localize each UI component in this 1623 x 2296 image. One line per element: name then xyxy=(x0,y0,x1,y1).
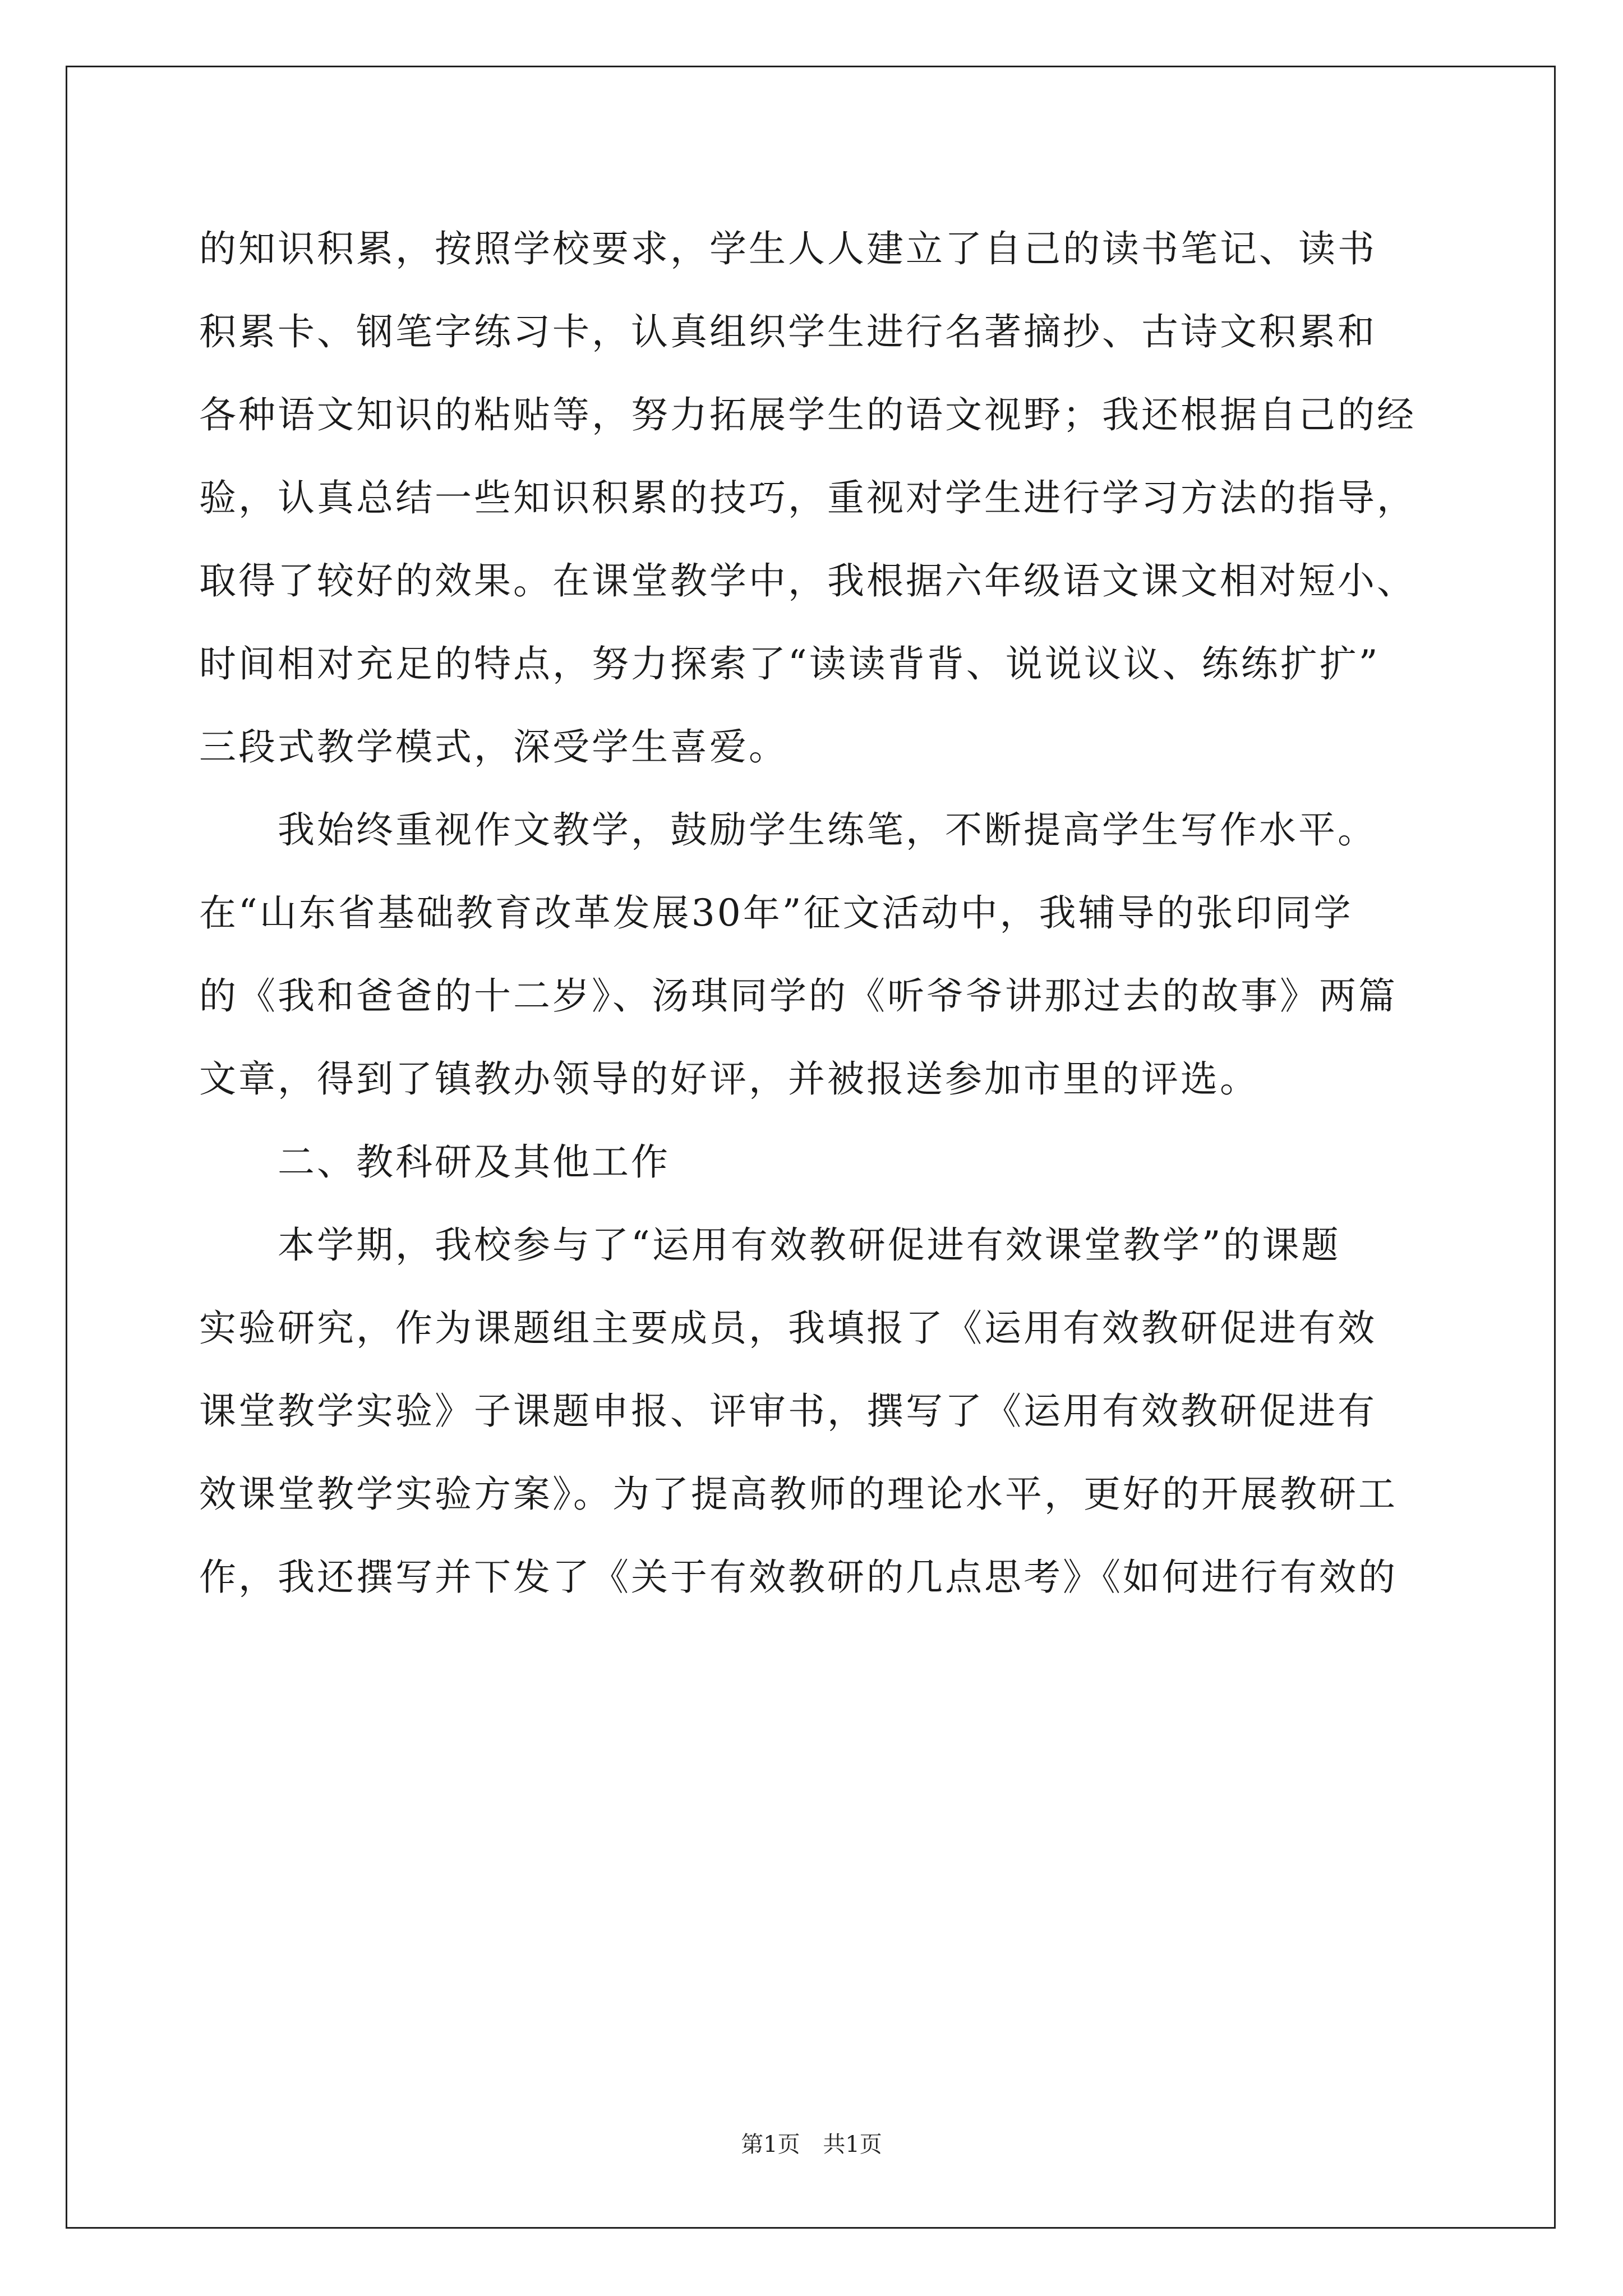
page-footer xyxy=(0,2131,1623,2159)
text-line: 在“山东省基础教育改革发展30年”征文活动中，我辅导的张印同学 xyxy=(199,891,1353,935)
page-total: 共1页 xyxy=(823,2132,882,2157)
paragraph-start-line: 本学期，我校参与了“运用有效教研促进有效课堂教学”的课题 xyxy=(278,1223,1341,1267)
text-line: 课堂教学实验》子课题申报、评审书，撰写了《运用有效教研促进有 xyxy=(199,1389,1377,1433)
text-line: 取得了较好的效果。在课堂教学中，我根据六年级语文课文相对短小、 xyxy=(199,559,1416,602)
text-line: 的《我和爸爸的十二岁》、汤琪同学的《听爷爷讲那过去的故事》两篇 xyxy=(199,974,1398,1018)
paragraph-start-line: 我始终重视作文教学，鼓励学生练笔，不断提高学生写作水平。 xyxy=(278,808,1377,852)
text-line: 时间相对充足的特点，努力探索了“读读背背、说说议议、练练扩扩” xyxy=(199,642,1380,685)
text-line: 效课堂教学实验方案》。为了提高教师的理论水平，更好的开展教研工 xyxy=(199,1473,1398,1516)
text-line: 各种语文知识的粘贴等，努力拓展学生的语文视野；我还根据自己的经 xyxy=(199,393,1416,436)
document-body xyxy=(199,208,1433,1619)
text-line: 积累卡、钢笔字练习卡，认真组织学生进行名著摘抄、古诗文积累和 xyxy=(199,310,1377,353)
page-number: 第1页 xyxy=(741,2132,800,2157)
text-line: 文章，得到了镇教办领导的好评，并被报送参加市里的评选。 xyxy=(199,1057,1259,1101)
text-line: 作，我还撰写并下发了《关于有效教研的几点思考》《如何进行有效的 xyxy=(199,1556,1398,1599)
text-line: 的知识积累，按照学校要求，学生人人建立了自己的读书笔记、读书 xyxy=(199,227,1377,270)
section-heading: 二、教科研及其他工作 xyxy=(278,1140,670,1184)
text-line: 三段式教学模式，深受学生喜爱。 xyxy=(199,725,788,769)
text-line: 实验研究，作为课题组主要成员，我填报了《运用有效教研促进有效 xyxy=(199,1306,1377,1350)
text-line: 验，认真总结一些知识积累的技巧，重视对学生进行学习方法的指导， xyxy=(199,476,1416,519)
